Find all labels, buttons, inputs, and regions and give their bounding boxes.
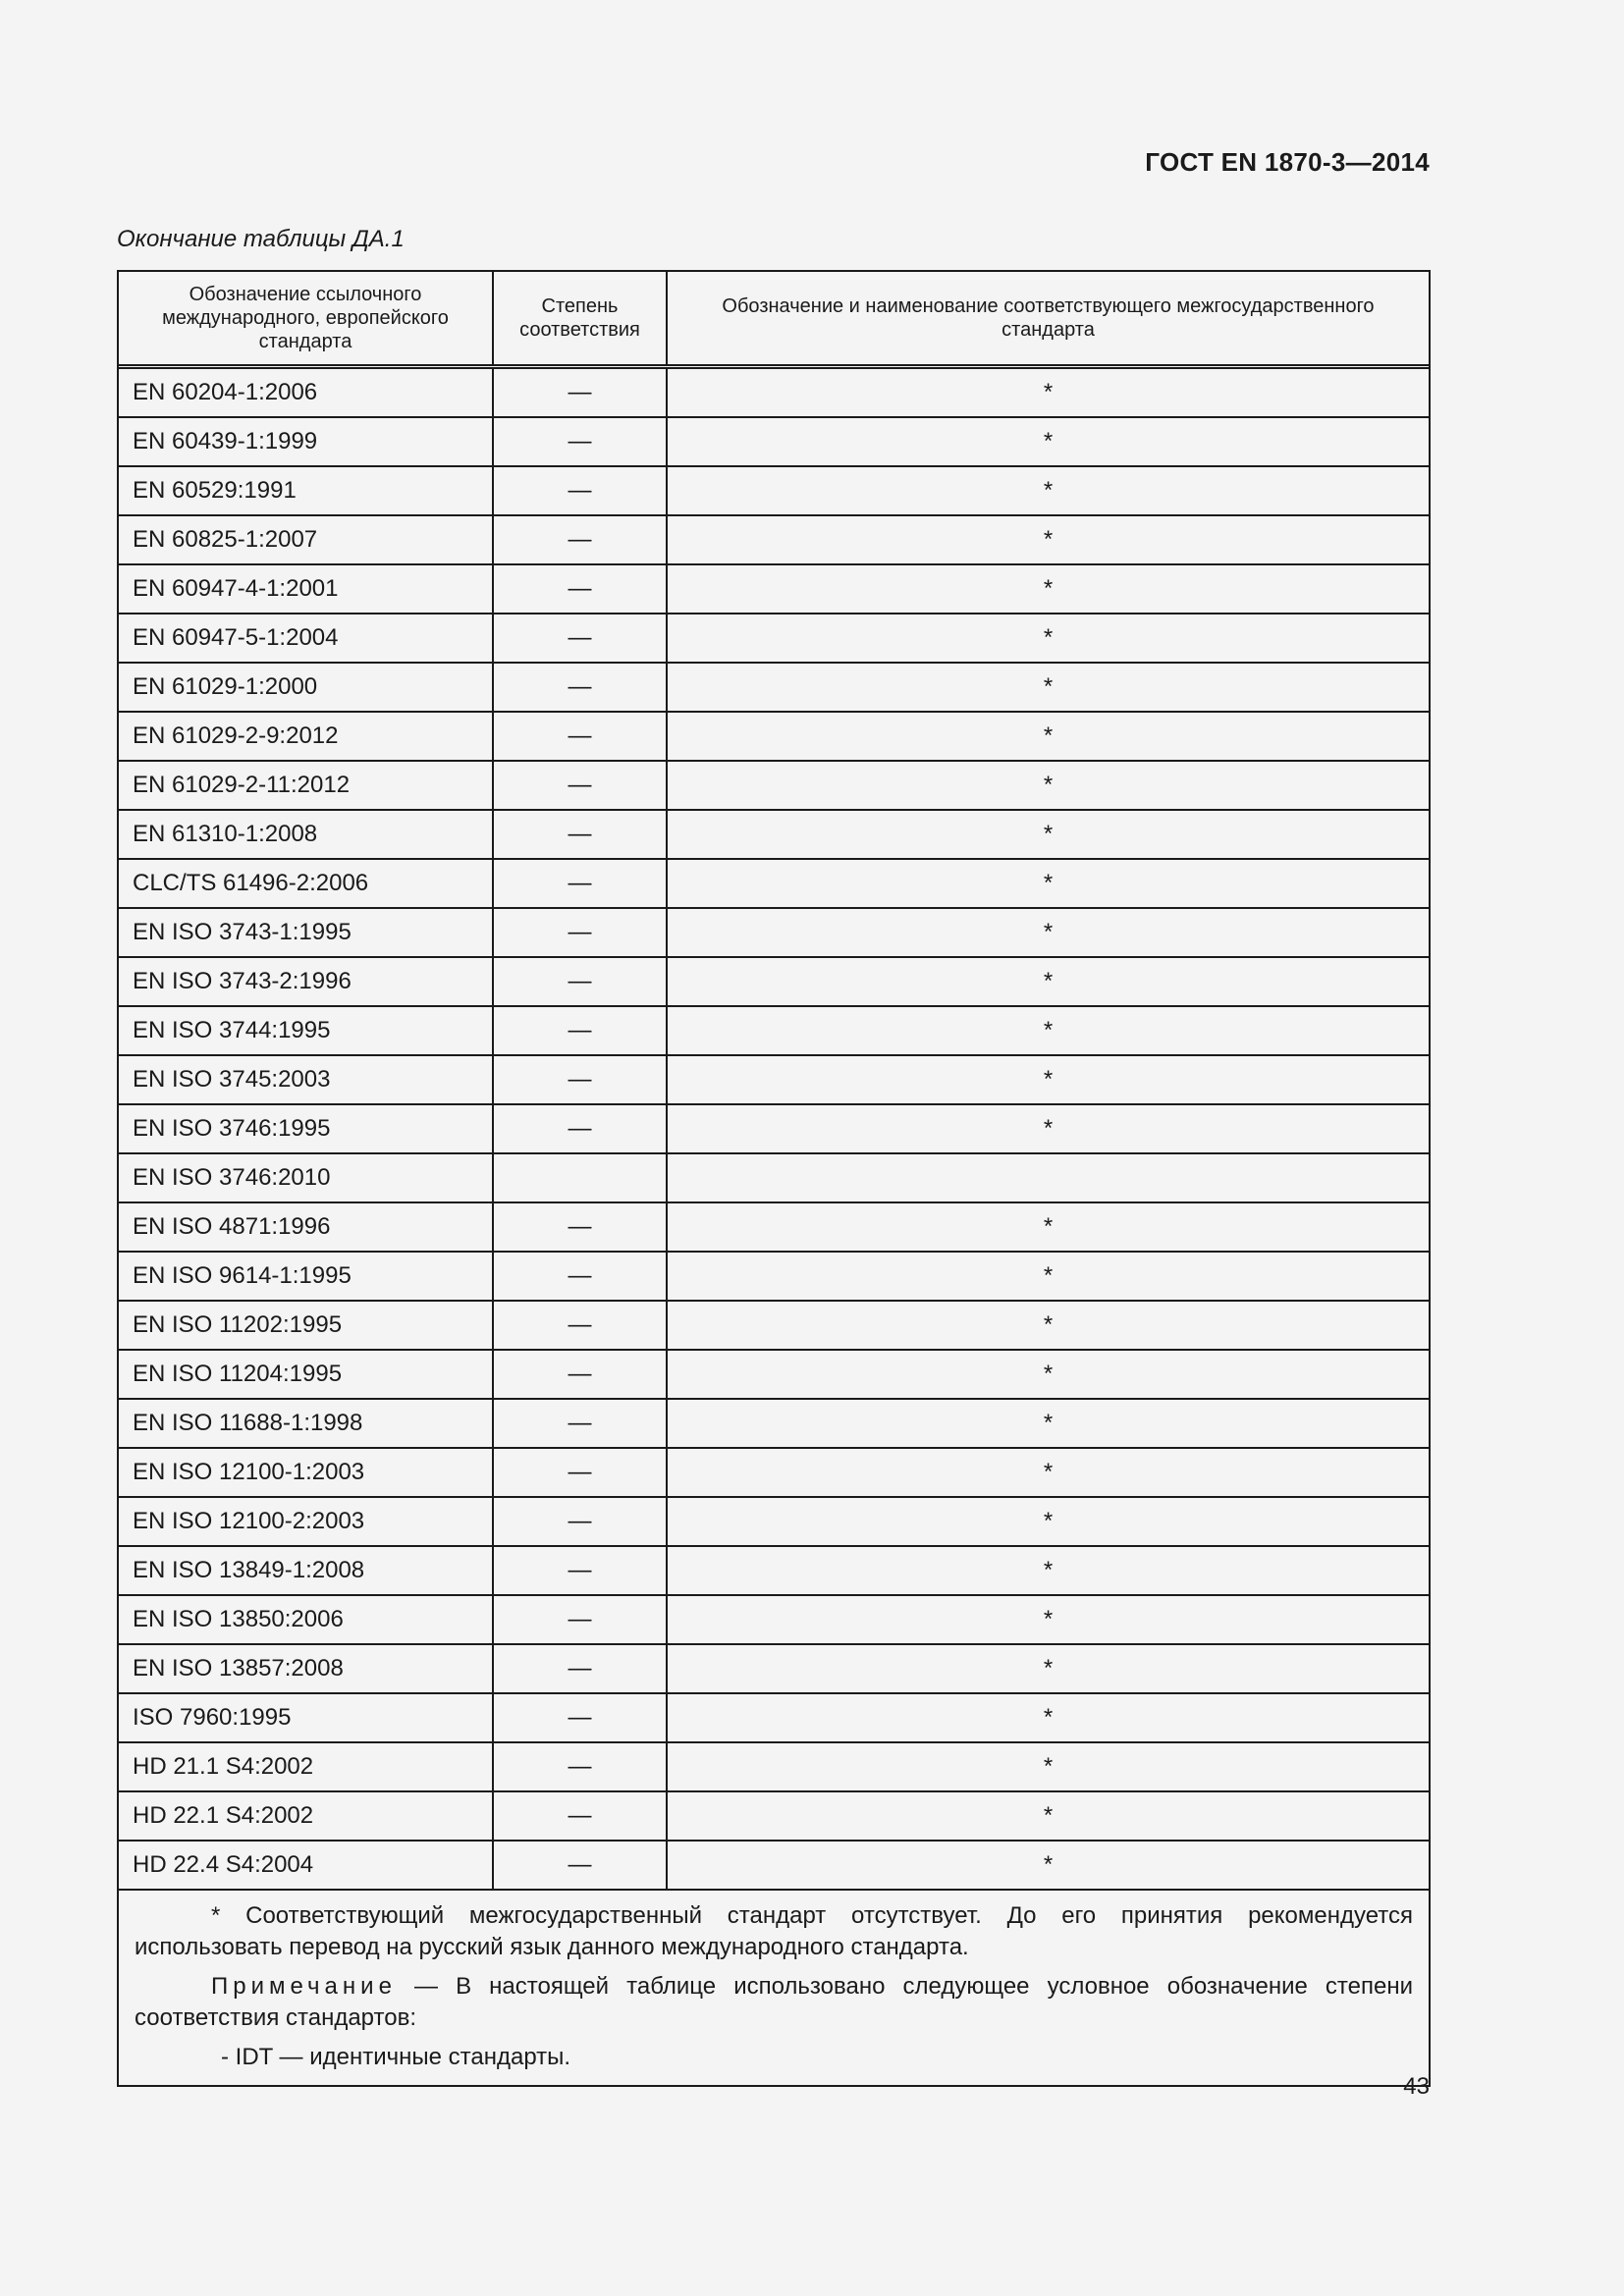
reference-standard-cell: EN ISO 3744:1995 bbox=[119, 1006, 493, 1055]
reference-standards-table bbox=[117, 270, 1431, 2087]
reference-standard-cell: EN 60204-1:2006 bbox=[133, 379, 318, 405]
corresponding-standard-cell: * bbox=[667, 908, 1429, 957]
reference-standard-cell: EN ISO 12100-2:2003 bbox=[119, 1497, 493, 1546]
degree-cell: — bbox=[493, 1644, 667, 1693]
column-header-reference-standard: Обозначение ссылочного международного, европейского стандарта bbox=[119, 272, 493, 367]
reference-standard-cell: EN ISO 13849-1:2008 bbox=[119, 1546, 493, 1595]
degree-cell: — bbox=[493, 1055, 667, 1104]
corresponding-standard-cell: * bbox=[667, 417, 1429, 466]
table-row bbox=[119, 1006, 1429, 1055]
table-row bbox=[119, 1841, 1429, 1889]
page-number: 43 bbox=[1403, 2073, 1430, 2100]
corresponding-standard-cell: * bbox=[667, 859, 1429, 908]
reference-standard-cell: EN ISO 3746:2010 bbox=[119, 1153, 493, 1202]
corresponding-standard-cell: * bbox=[667, 1644, 1429, 1693]
degree-cell: — bbox=[493, 1301, 667, 1350]
table-row bbox=[119, 908, 1429, 957]
note-list-item: - IDT — идентичные стандарты. bbox=[221, 2044, 571, 2070]
table-row bbox=[119, 1252, 1429, 1301]
reference-standard-cell: EN 60947-5-1:2004 bbox=[119, 614, 493, 663]
degree-cell: — bbox=[493, 466, 667, 515]
table-row bbox=[119, 1153, 1429, 1202]
degree-cell: — bbox=[493, 908, 667, 957]
degree-cell: — bbox=[493, 1595, 667, 1644]
corresponding-standard-cell bbox=[667, 1153, 1429, 1202]
table-row bbox=[119, 367, 1429, 418]
corresponding-standard-cell: * bbox=[667, 1252, 1429, 1301]
reference-standard-cell: CLC/TS 61496-2:2006 bbox=[119, 859, 493, 908]
reference-standard-cell: EN ISO 11202:1995 bbox=[119, 1301, 493, 1350]
reference-standard-cell: EN ISO 3745:2003 bbox=[119, 1055, 493, 1104]
corresponding-standard-cell: * bbox=[667, 957, 1429, 1006]
table-row bbox=[119, 859, 1429, 908]
reference-standard-cell: HD 21.1 S4:2002 bbox=[119, 1742, 493, 1791]
reference-standard-cell: EN 61029-2-11:2012 bbox=[119, 761, 493, 810]
table-row bbox=[119, 957, 1429, 1006]
table-row bbox=[119, 466, 1429, 515]
table-row bbox=[119, 1301, 1429, 1350]
note-text: — В настоящей таблице использовано следующее условное обозначение степени соответствия стандартов: bbox=[135, 1973, 1413, 2031]
degree-cell: — bbox=[493, 712, 667, 761]
degree-cell: — bbox=[493, 1252, 667, 1301]
reference-standard-cell: ISO 7960:1995 bbox=[119, 1693, 493, 1742]
degree-cell: — bbox=[493, 417, 667, 466]
corresponding-standard-cell: * bbox=[667, 367, 1429, 418]
table-header-row bbox=[119, 272, 1429, 367]
table-row bbox=[119, 614, 1429, 663]
table-row bbox=[119, 1546, 1429, 1595]
reference-standard-cell: EN 61310-1:2008 bbox=[119, 810, 493, 859]
degree-cell: — bbox=[493, 761, 667, 810]
corresponding-standard-cell: * bbox=[667, 1791, 1429, 1841]
table-body bbox=[119, 367, 1429, 1890]
degree-cell: — bbox=[493, 367, 667, 418]
reference-standard-cell: EN ISO 13850:2006 bbox=[119, 1595, 493, 1644]
corresponding-standard-cell: * bbox=[667, 1742, 1429, 1791]
column-header-corresponding-standard: Обозначение и наименование соответствующего межгосударственного стандарта bbox=[667, 272, 1429, 367]
reference-standard-cell: EN 60825-1:2007 bbox=[119, 515, 493, 564]
corresponding-standard-cell: * bbox=[667, 663, 1429, 712]
reference-standard-cell: EN 60439-1:1999 bbox=[119, 417, 493, 466]
reference-standard-cell: EN ISO 3743-2:1996 bbox=[119, 957, 493, 1006]
corresponding-standard-cell: * bbox=[667, 1202, 1429, 1252]
degree-cell: — bbox=[493, 1399, 667, 1448]
degree-cell: — bbox=[493, 957, 667, 1006]
table-row bbox=[119, 712, 1429, 761]
degree-cell: — bbox=[493, 1841, 667, 1889]
table-row bbox=[119, 810, 1429, 859]
table-row bbox=[119, 761, 1429, 810]
reference-standard-cell: EN 61029-1:2000 bbox=[119, 663, 493, 712]
degree-cell: — bbox=[493, 1791, 667, 1841]
degree-cell: — bbox=[493, 1546, 667, 1595]
corresponding-standard-cell: * bbox=[667, 614, 1429, 663]
corresponding-standard-cell: * bbox=[667, 1055, 1429, 1104]
footnote: * Соответствующий межгосударственный стандарт отсутствует. До его принятия рекомендуется использовать перевод на русский язык данного международного стандарта. bbox=[135, 1902, 1413, 1960]
reference-standard-cell: EN 60529:1991 bbox=[119, 466, 493, 515]
corresponding-standard-cell: * bbox=[667, 761, 1429, 810]
corresponding-standard-cell: * bbox=[667, 1104, 1429, 1153]
reference-standard-cell: EN 60947-4-1:2001 bbox=[119, 564, 493, 614]
corresponding-standard-cell: * bbox=[667, 1006, 1429, 1055]
reference-standard-cell: EN ISO 9614-1:1995 bbox=[119, 1252, 493, 1301]
corresponding-standard-cell: * bbox=[667, 1399, 1429, 1448]
degree-cell: — bbox=[493, 1497, 667, 1546]
table-row bbox=[119, 1202, 1429, 1252]
table-row bbox=[119, 1448, 1429, 1497]
corresponding-standard-cell: * bbox=[667, 1693, 1429, 1742]
corresponding-standard-cell: * bbox=[667, 1350, 1429, 1399]
degree-cell: — bbox=[493, 1350, 667, 1399]
note-label: Примечание bbox=[211, 1973, 397, 2000]
table-grid bbox=[119, 272, 1429, 1889]
table-row bbox=[119, 1742, 1429, 1791]
degree-cell: — bbox=[493, 663, 667, 712]
corresponding-standard-cell: * bbox=[667, 1301, 1429, 1350]
degree-cell: — bbox=[493, 1202, 667, 1252]
reference-standard-cell: EN ISO 12100-1:2003 bbox=[119, 1448, 493, 1497]
column-header-degree: Степень соответствия bbox=[493, 272, 667, 367]
table-row bbox=[119, 515, 1429, 564]
corresponding-standard-cell: * bbox=[667, 1546, 1429, 1595]
note-paragraph bbox=[135, 1971, 1413, 2034]
corresponding-standard-cell: * bbox=[667, 810, 1429, 859]
table-row bbox=[119, 1595, 1429, 1644]
corresponding-standard-cell: * bbox=[667, 712, 1429, 761]
corresponding-standard-cell: * bbox=[667, 1841, 1429, 1889]
degree-cell: — bbox=[493, 1693, 667, 1742]
degree-cell: — bbox=[493, 859, 667, 908]
document-code: ГОСТ EN 1870-3—2014 bbox=[1145, 147, 1430, 177]
reference-standard-cell: EN ISO 3746:1995 bbox=[119, 1104, 493, 1153]
reference-standard-cell: EN ISO 11204:1995 bbox=[119, 1350, 493, 1399]
degree-cell: — bbox=[493, 1006, 667, 1055]
degree-cell: — bbox=[493, 810, 667, 859]
reference-standard-cell: EN ISO 11688-1:1998 bbox=[119, 1399, 493, 1448]
table-row bbox=[119, 1350, 1429, 1399]
table-row bbox=[119, 1693, 1429, 1742]
reference-standard-cell: HD 22.4 S4:2004 bbox=[119, 1841, 493, 1889]
table-row bbox=[119, 1497, 1429, 1546]
table-row bbox=[119, 1399, 1429, 1448]
degree-cell: — bbox=[493, 564, 667, 614]
reference-standard-cell: EN ISO 3743-1:1995 bbox=[119, 908, 493, 957]
degree-cell: — bbox=[493, 614, 667, 663]
table-row bbox=[119, 1644, 1429, 1693]
corresponding-standard-cell: * bbox=[667, 564, 1429, 614]
degree-cell: — bbox=[493, 1742, 667, 1791]
table-row bbox=[119, 1055, 1429, 1104]
table-row bbox=[119, 1104, 1429, 1153]
reference-standard-cell: EN 61029-2-9:2012 bbox=[119, 712, 493, 761]
degree-cell: — bbox=[493, 515, 667, 564]
reference-standard-cell: EN ISO 4871:1996 bbox=[119, 1202, 493, 1252]
table-row bbox=[119, 564, 1429, 614]
table-row bbox=[119, 417, 1429, 466]
corresponding-standard-cell: * bbox=[667, 1497, 1429, 1546]
degree-cell: — bbox=[493, 1104, 667, 1153]
table-row bbox=[119, 1791, 1429, 1841]
reference-standard-cell: HD 22.1 S4:2002 bbox=[119, 1791, 493, 1841]
corresponding-standard-cell: * bbox=[667, 1595, 1429, 1644]
corresponding-standard-cell: * bbox=[667, 1448, 1429, 1497]
corresponding-standard-cell: * bbox=[667, 515, 1429, 564]
table-notes bbox=[119, 1889, 1429, 2085]
degree-cell: — bbox=[493, 1448, 667, 1497]
table-row bbox=[119, 663, 1429, 712]
table-caption: Окончание таблицы ДА.1 bbox=[117, 226, 405, 252]
corresponding-standard-cell: * bbox=[667, 466, 1429, 515]
degree-cell bbox=[493, 1153, 667, 1202]
reference-standard-cell: EN ISO 13857:2008 bbox=[119, 1644, 493, 1693]
